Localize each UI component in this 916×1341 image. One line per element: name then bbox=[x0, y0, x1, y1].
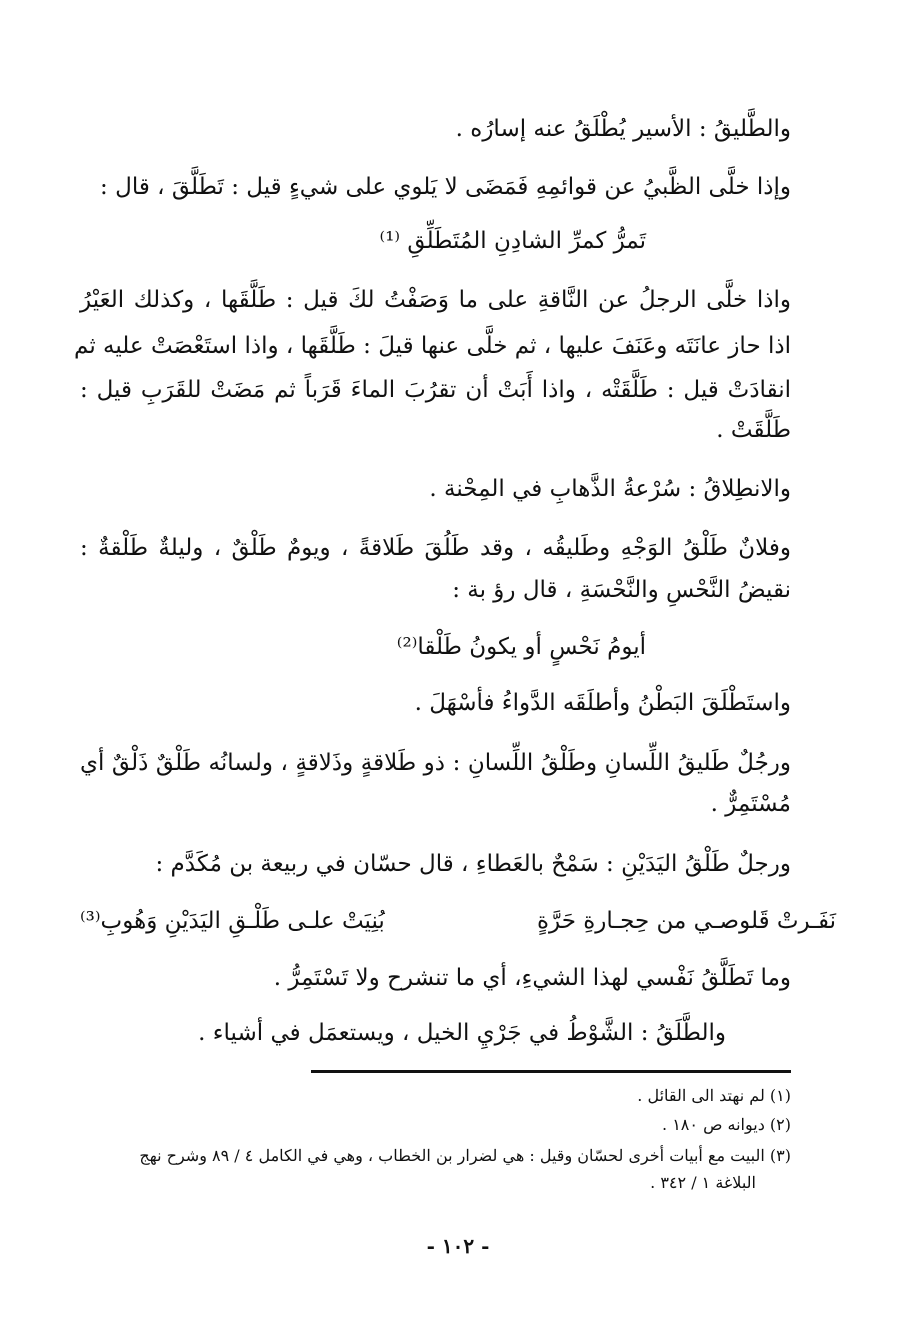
text-line: ورجلٌ طَلْقُ اليَدَيْنِ : سَمْحٌ بالعَطاءِ ، قال حسّان في ربيعة بن مُكَدَّم : bbox=[155, 851, 791, 877]
text-line: وما تَطَلَّقُ نَفْسي لهذا الشيءِ، أي ما تنشرح ولا تَسْتَمِرُّ . bbox=[273, 965, 791, 991]
text-line: والانطِلاقُ : سُرْعةُ الذَّهابِ في المِحْنة . bbox=[429, 476, 791, 502]
verse-line: أيومُ نَحْسٍ أو يكونُ طَلْقا⁽²⁾ bbox=[396, 634, 646, 660]
text-line: مُسْتَمِرٌّ . bbox=[710, 791, 791, 817]
verse-line: تَمرُّ كمرِّ الشادِنِ المُتَطَلِّقِ ⁽¹⁾ bbox=[379, 228, 646, 254]
footnote: (١) لم نهتد الى القائل . bbox=[637, 1086, 791, 1105]
text-line: وفلانٌ طَلْقُ الوَجْهِ وطَليقُه ، وقد طَلُقَ طَلاقةً ، ويومٌ طَلْقٌ ، وليلةٌ طَلْقةٌ : bbox=[80, 535, 791, 561]
couplet-second-hemistich: بُنِيَتْ علـى طَلْـقِ اليَدَيْنِ وَهُوبِ⁽³⁾ bbox=[80, 908, 385, 934]
poem-couplet bbox=[80, 906, 836, 936]
text-line: والطَّليقُ : الأسير يُطْلَقُ عنه إسارُه . bbox=[455, 116, 791, 142]
footnote: (٢) ديوانه ص ١٨٠ . bbox=[662, 1115, 791, 1134]
text-line: وإذا خلَّى الظَّبيُ عن قوائمِهِ فَمَضَى لا يَلوي على شيءٍ قيل : تَطَلَّقَ ، قال : bbox=[100, 174, 791, 200]
text-line: نقيضُ النَّحْسِ والنَّحْسَةِ ، قال رؤ بة : bbox=[452, 577, 791, 603]
text-line: ورجُلٌ طَليقُ اللِّسانِ وطَلْقُ اللِّسانِ : ذو طَلاقةٍ وذَلاقةٍ ، ولسانُه طَلْقٌ ذَلْقٌ أي bbox=[80, 750, 791, 776]
couplet-first-hemistich: نَفَـرتْ قَلوصـي من حِجـارةِ حَرَّةٍ bbox=[536, 908, 836, 934]
footnote: (٣) البيت مع أبيات أخرى لحسّان وقيل : هي لضرار بن الخطاب ، وهي في الكامل ٤ / ٨٩ وشرح نهج bbox=[139, 1146, 791, 1165]
text-line: انقادَتْ قيل : طَلَّقَتْه ، واذا أَبَتْ أن تقرُبَ الماءَ قَرَباً ثم مَضَتْ للقَرَبِ قيل : bbox=[80, 377, 791, 403]
text-line: واذا خلَّى الرجلُ عن النَّاقةِ على ما وَصَفْتُ لكَ قيل : طَلَّقَها ، وكذلك العَيْرُ bbox=[80, 287, 791, 313]
text-line: اذا حاز عانَتَه وعَنَفَ عليها ، ثم خلَّى عنها قيلَ : طَلَّقَها ، واذا استَعْصَتْ عليه ثم bbox=[74, 333, 791, 359]
page-number: - ١٠٢ - bbox=[426, 1234, 490, 1258]
text-line: والطَّلَقُ : الشَّوْطُ في جَرْيِ الخيل ، ويستعمَل في أشياء . bbox=[198, 1020, 726, 1046]
text-line: طَلَّقَتْ . bbox=[716, 417, 791, 443]
footnote-divider bbox=[311, 1070, 791, 1073]
text-line: واستَطْلَقَ البَطْنُ وأطلَقَه الدَّواءُ فأسْهَلَ . bbox=[414, 690, 791, 716]
footnote-continuation: البلاغة ١ / ٣٤٢ . bbox=[650, 1173, 756, 1192]
